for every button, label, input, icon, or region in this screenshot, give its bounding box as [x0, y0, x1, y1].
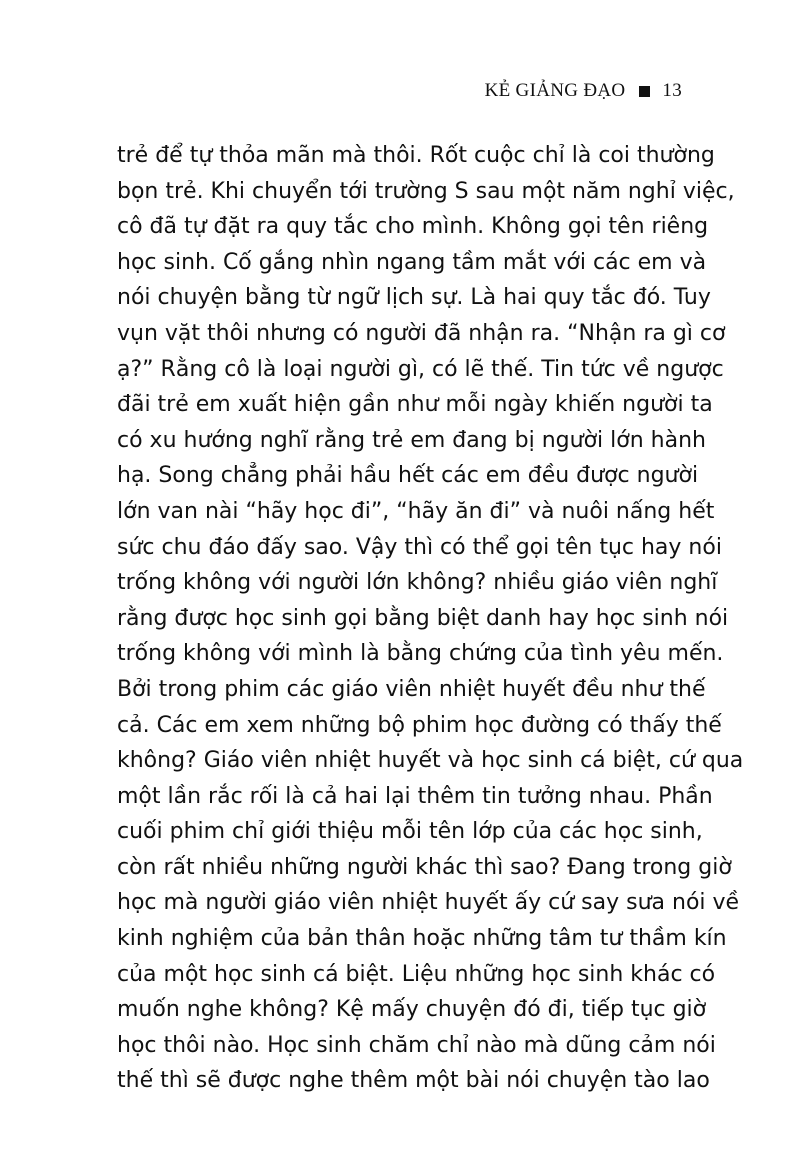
text-line: nói chuyện bằng từ ngữ lịch sự. Là hai quy tắc đó. Tuy [117, 285, 711, 311]
text-line: học mà người giáo viên nhiệt huyết ấy cứ say sưa nói về [117, 890, 740, 916]
text-line: một lần rắc rối là cả hai lại thêm tin tưởng nhau. Phần [117, 783, 713, 809]
text-line: muốn nghe không? Kệ mấy chuyện đó đi, tiếp tục giờ [117, 997, 707, 1023]
text-line: bọn trẻ. Khi chuyển tới trường S sau một năm nghỉ việc, [117, 178, 735, 204]
text-line: vụn vặt thôi nhưng có người đã nhận ra. “Nhận ra gì cơ [117, 320, 726, 346]
running-header [485, 80, 682, 102]
text-line: học thôi nào. Học sinh chăm chỉ nào mà dũng cảm nói [117, 1032, 716, 1058]
text-line: học sinh. Cố gắng nhìn ngang tầm mắt với các em và [117, 249, 707, 275]
text-line: kinh nghiệm của bản thân hoặc những tâm tư thầm kín [117, 926, 727, 952]
text-line: có xu hướng nghĩ rằng trẻ em đang bị người lớn hành [117, 427, 706, 453]
text-line: rằng được học sinh gọi bằng biệt danh hay học sinh nói [117, 605, 729, 631]
text-line: trống không với mình là bằng chứng của tình yêu mến. [117, 641, 724, 667]
square-bullet-icon [639, 86, 650, 97]
text-line: trống không với người lớn không? nhiều giáo viên nghĩ [117, 570, 718, 596]
body-text [117, 138, 744, 1099]
text-line: thế thì sẽ được nghe thêm một bài nói chuyện tào lao [117, 1068, 710, 1094]
text-line: đãi trẻ em xuất hiện gần như mỗi ngày khiến người ta [117, 392, 713, 418]
text-line: lớn van nài “hãy học đi”, “hãy ăn đi” và nuôi nấng hết [117, 498, 715, 524]
text-line: còn rất nhiều những người khác thì sao? Đang trong giờ [117, 854, 732, 880]
text-line: hạ. Song chẳng phải hầu hết các em đều được người [117, 463, 699, 489]
text-line: cuối phim chỉ giới thiệu mỗi tên lớp của các học sinh, [117, 819, 703, 845]
page-number: 13 [662, 80, 682, 101]
text-line: của một học sinh cá biệt. Liệu những học sinh khác có [117, 961, 716, 987]
chapter-title: KẺ GIẢNG ĐẠO [484, 80, 626, 101]
text-line: trẻ để tự thỏa mãn mà thôi. Rốt cuộc chỉ là coi thường [117, 143, 715, 168]
text-line: Bởi trong phim các giáo viên nhiệt huyết đều như thế [117, 676, 706, 702]
text-line: ạ?” Rằng cô là loại người gì, có lẽ thế. Tin tức về ngược [117, 356, 724, 382]
text-line: cô đã tự đặt ra quy tắc cho mình. Không gọi tên riêng [117, 214, 709, 240]
text-line: sức chu đáo đấy sao. Vậy thì có thể gọi tên tục hay nói [117, 534, 722, 560]
text-line: không? Giáo viên nhiệt huyết và học sinh cá biệt, cứ qua [117, 748, 744, 774]
text-line: cả. Các em xem những bộ phim học đường có thấy thế [117, 712, 722, 738]
